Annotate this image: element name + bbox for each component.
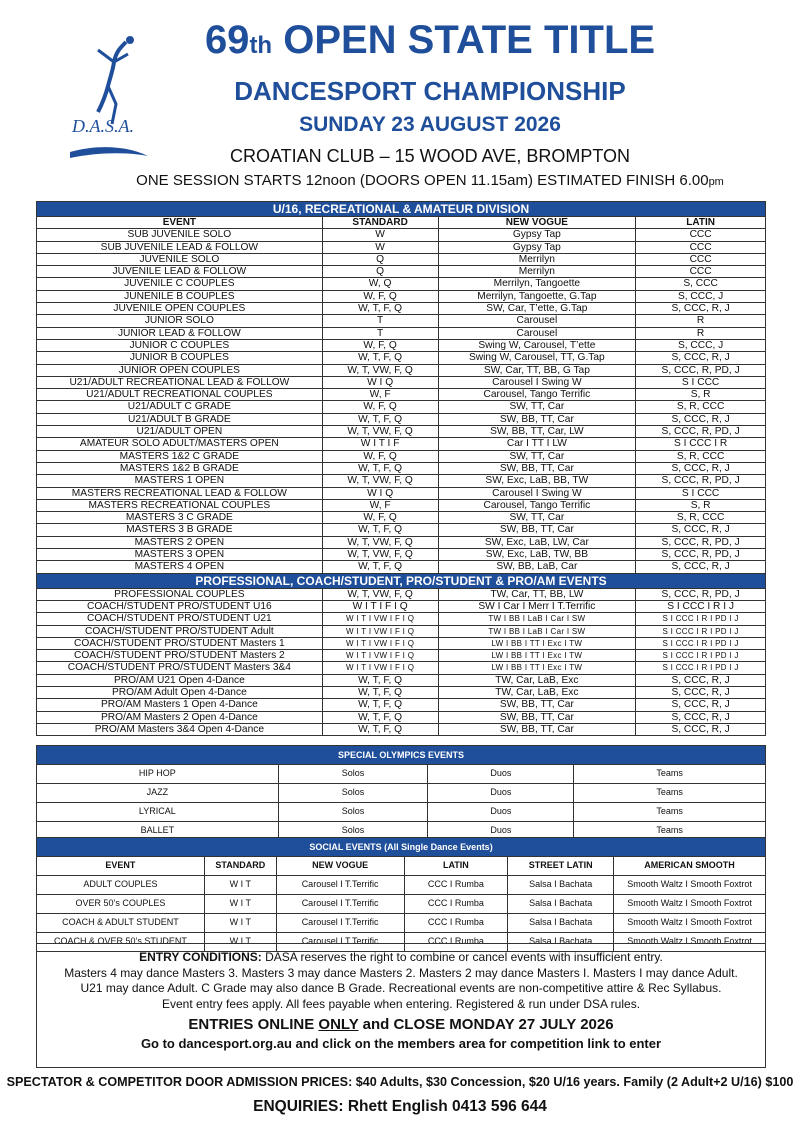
- new-vogue-cell: SW, Car, TT, BB, G Tap: [438, 364, 636, 376]
- table-row: [37, 487, 766, 499]
- event-cell: JUNIOR SOLO: [37, 315, 323, 327]
- enquiries-contact: ENQUIRIES: Rhett English 0413 596 644: [253, 1098, 547, 1115]
- standard-cell: T: [322, 327, 438, 339]
- event-cell: PRO/AM Masters 3&4 Open 4-Dance: [37, 723, 323, 735]
- table-row: [37, 241, 766, 253]
- latin-cell: S, CCC: [636, 278, 766, 290]
- duos-cell: Duos: [428, 765, 574, 784]
- latin-cell: S, CCC, R, J: [636, 723, 766, 735]
- duos-cell: Duos: [428, 803, 574, 822]
- event-cell: PRO/AM Masters 1 Open 4-Dance: [37, 699, 323, 711]
- event-cell: MASTERS 4 OPEN: [37, 561, 323, 573]
- new-vogue-cell: Carousel I T.Terrific: [276, 933, 404, 952]
- new-vogue-cell: SW, BB, TT, Car, LW: [438, 426, 636, 438]
- latin-cell: S, CCC, R, J: [636, 303, 766, 315]
- standard-cell: W, T, F, Q: [322, 561, 438, 573]
- event-cell: COACH/STUDENT PRO/STUDENT U21: [37, 613, 323, 625]
- latin-cell: R: [636, 315, 766, 327]
- duos-cell: Duos: [428, 784, 574, 803]
- table-row: [37, 613, 766, 625]
- event-column-header: EVENT: [37, 217, 323, 229]
- latin-cell: S, CCC, R, PD, J: [636, 536, 766, 548]
- conditions-line-4: Event entry fees apply. All fees payable when entering. Registered & run under DSA rules.: [161, 996, 641, 1011]
- latin-cell: S, CCC, R, J: [636, 462, 766, 474]
- table-row: [37, 637, 766, 649]
- event-cell: COACH/STUDENT PRO/STUDENT Masters 2: [37, 650, 323, 662]
- standard-cell: W, T, VW, F, Q: [322, 588, 438, 600]
- standard-cell: W, T, F, Q: [322, 413, 438, 425]
- entries-close-notice: ENTRIES ONLINE ONLY and CLOSE MONDAY 27 JULY 2026: [188, 1016, 614, 1033]
- table-row: [37, 536, 766, 548]
- event-cell: JUNENILE B COUPLES: [37, 290, 323, 302]
- standard-cell: W, F, Q: [322, 512, 438, 524]
- new-vogue-cell: SW, Exc, LaB, TW, BB: [438, 549, 636, 561]
- social-events-bar-label: SOCIAL EVENTS (All Single Dance Events): [37, 838, 766, 857]
- latin-cell: S, CCC, R, J: [636, 686, 766, 698]
- new-vogue-cell: Swing W, Carousel, TT, G.Tap: [438, 352, 636, 364]
- event-cell: U21/ADULT RECREATIONAL COUPLES: [37, 389, 323, 401]
- table-row: [37, 524, 766, 536]
- standard-cell: W I T: [204, 895, 276, 914]
- conditions-line-3: U21 may dance Adult. C Grade may also dance B Grade. Recreational events are non-competitive attire & Rec Syllabus.: [80, 981, 722, 995]
- solos-cell: Solos: [278, 784, 428, 803]
- table-row: [37, 352, 766, 364]
- table-row: [37, 450, 766, 462]
- special-olympics-bar: [37, 746, 766, 765]
- standard-cell: W I T I VW I F I Q: [322, 625, 438, 637]
- latin-cell: S, CCC, R, J: [636, 413, 766, 425]
- standard-cell: W I T: [204, 876, 276, 895]
- street-latin-cell: Salsa I Bachata: [508, 933, 614, 952]
- u16-section-bar: [37, 202, 766, 217]
- latin-cell: S, CCC, R, PD, J: [636, 588, 766, 600]
- new-vogue-cell: Carousel I Swing W: [438, 376, 636, 388]
- standard-column-header: STANDARD: [322, 217, 438, 229]
- standard-cell: W, Q: [322, 278, 438, 290]
- new-vogue-cell: TW, Car, TT, BB, LW: [438, 588, 636, 600]
- event-cell: PRO/AM Masters 2 Open 4-Dance: [37, 711, 323, 723]
- latin-cell: S, CCC, R, PD, J: [636, 426, 766, 438]
- american-smooth-cell: Smooth Waltz I Smooth Foxtrot: [614, 933, 766, 952]
- table-row: [37, 438, 766, 450]
- standard-cell: W, T, F, Q: [322, 303, 438, 315]
- latin-cell: S I CCC I R I PD I J: [636, 613, 766, 625]
- table-row: [37, 625, 766, 637]
- table-row: [37, 561, 766, 573]
- event-cell: JUVENILE C COUPLES: [37, 278, 323, 290]
- latin-cell: CCC I Rumba: [404, 895, 508, 914]
- standard-column-header: STANDARD: [204, 857, 276, 876]
- session-info: ONE SESSION STARTS 12noon (DOORS OPEN 11.15am) ESTIMATED FINISH 6.00pm: [136, 172, 724, 189]
- new-vogue-cell: SW, BB, TT, Car: [438, 524, 636, 536]
- solos-cell: Solos: [278, 765, 428, 784]
- standard-cell: W I T I F: [322, 438, 438, 450]
- new-vogue-cell: TW, Car, LaB, Exc: [438, 686, 636, 698]
- event-cell: AMATEUR SOLO ADULT/MASTERS OPEN: [37, 438, 323, 450]
- svg-text:D.A.S.A.: D.A.S.A.: [72, 116, 134, 136]
- event-cell: U21/ADULT RECREATIONAL LEAD & FOLLOW: [37, 376, 323, 388]
- table-row: [37, 475, 766, 487]
- table-row: [37, 699, 766, 711]
- table-row: [37, 303, 766, 315]
- u16-section-bar-label: U/16, RECREATIONAL & AMATEUR DIVISION: [37, 202, 766, 217]
- new-vogue-cell: SW, BB, TT, Car: [438, 723, 636, 735]
- event-cell: JUNIOR LEAD & FOLLOW: [37, 327, 323, 339]
- new-vogue-cell: SW, TT, Car: [438, 512, 636, 524]
- event-cell: MASTERS RECREATIONAL COUPLES: [37, 499, 323, 511]
- event-cell: JUNIOR OPEN COUPLES: [37, 364, 323, 376]
- event-date: SUNDAY 23 AUGUST 2026: [299, 113, 561, 136]
- new-vogue-cell: SW, TT, Car: [438, 401, 636, 413]
- american-smooth-cell: Smooth Waltz I Smooth Foxtrot: [614, 876, 766, 895]
- latin-cell: S, R, CCC: [636, 450, 766, 462]
- event-cell: COACH/STUDENT PRO/STUDENT Masters 1: [37, 637, 323, 649]
- standard-cell: W I Q: [322, 487, 438, 499]
- latin-cell: CCC: [636, 229, 766, 241]
- standard-cell: T: [322, 315, 438, 327]
- standard-cell: W I Q: [322, 376, 438, 388]
- latin-cell: S I CCC I R I PD I J: [636, 637, 766, 649]
- event-cell: MASTERS 1 OPEN: [37, 475, 323, 487]
- american-smooth-column-header: AMERICAN SMOOTH: [614, 857, 766, 876]
- standard-cell: W, T, F, Q: [322, 711, 438, 723]
- latin-cell: S I CCC I R I PD I J: [636, 650, 766, 662]
- standard-cell: W, T, F, Q: [322, 723, 438, 735]
- latin-cell: S, CCC, R, PD, J: [636, 549, 766, 561]
- new-vogue-cell: LW I BB I TT I Exc I TW: [438, 650, 636, 662]
- american-smooth-cell: Smooth Waltz I Smooth Foxtrot: [614, 895, 766, 914]
- latin-cell: S, R: [636, 389, 766, 401]
- standard-cell: W I T I VW I F I Q: [322, 662, 438, 674]
- event-column-header: EVENT: [37, 857, 205, 876]
- new-vogue-cell: Swing W, Carousel, T’ette: [438, 339, 636, 351]
- solos-cell: Solos: [278, 822, 428, 841]
- latin-cell: S I CCC I R I PD I J: [636, 625, 766, 637]
- standard-cell: W I T I F I Q: [322, 600, 438, 612]
- table-row: [37, 401, 766, 413]
- street-latin-column-header: STREET LATIN: [508, 857, 614, 876]
- table-row: [37, 253, 766, 265]
- column-header-row: [37, 217, 766, 229]
- event-cell: MASTERS 2 OPEN: [37, 536, 323, 548]
- conditions-line-2: Masters 4 may dance Masters 3. Masters 3 may dance Masters 2. Masters 2 may dance Masters I. Masters I may dance Adult.: [64, 965, 738, 980]
- table-row: [37, 876, 766, 895]
- teams-cell: Teams: [574, 803, 766, 822]
- social-events-bar: [37, 838, 766, 857]
- new-vogue-cell: Carousel: [438, 327, 636, 339]
- table-row: [37, 426, 766, 438]
- style-cell: LYRICAL: [37, 803, 279, 822]
- new-vogue-cell: Carousel I Swing W: [438, 487, 636, 499]
- standard-cell: W I T I VW I F I Q: [322, 613, 438, 625]
- event-subtitle: DANCESPORT CHAMPIONSHIP: [234, 76, 626, 106]
- table-row: [37, 413, 766, 425]
- new-vogue-cell: Gypsy Tap: [438, 229, 636, 241]
- standard-cell: W I T I VW I F I Q: [322, 650, 438, 662]
- event-cell: MASTERS RECREATIONAL LEAD & FOLLOW: [37, 487, 323, 499]
- new-vogue-cell: Carousel, Tango Terrific: [438, 499, 636, 511]
- new-vogue-cell: Carousel I T.Terrific: [276, 914, 404, 933]
- event-title: 69th OPEN STATE TITLE: [204, 18, 656, 62]
- new-vogue-cell: Carousel I T.Terrific: [276, 895, 404, 914]
- new-vogue-cell: Carousel, Tango Terrific: [438, 389, 636, 401]
- teams-cell: Teams: [574, 784, 766, 803]
- new-vogue-cell: SW I Car I Merr I T.Terrific: [438, 600, 636, 612]
- table-row: [37, 662, 766, 674]
- event-cell: MASTERS 3 OPEN: [37, 549, 323, 561]
- table-row: [37, 711, 766, 723]
- street-latin-cell: Salsa I Bachata: [508, 895, 614, 914]
- new-vogue-cell: SW, BB, LaB, Car: [438, 561, 636, 573]
- street-latin-cell: Salsa I Bachata: [508, 914, 614, 933]
- style-cell: BALLET: [37, 822, 279, 841]
- latin-cell: S I CCC I R I J: [636, 600, 766, 612]
- standard-cell: W, F, Q: [322, 339, 438, 351]
- new-vogue-cell: LW I BB I TT I Exc I TW: [438, 637, 636, 649]
- new-vogue-cell: TW I BB I LaB I Car I SW: [438, 613, 636, 625]
- table-row: [37, 588, 766, 600]
- event-venue: CROATIAN CLUB – 15 WOOD AVE, BROMPTON: [229, 146, 631, 166]
- event-cell: COACH/STUDENT PRO/STUDENT Adult: [37, 625, 323, 637]
- new-vogue-cell: Merrilyn: [438, 253, 636, 265]
- table-row: [37, 512, 766, 524]
- new-vogue-cell: Merrilyn: [438, 266, 636, 278]
- event-cell: JUVENILE OPEN COUPLES: [37, 303, 323, 315]
- american-smooth-cell: Smooth Waltz I Smooth Foxtrot: [614, 914, 766, 933]
- special-olympics-table: [36, 745, 766, 841]
- event-cell: JUNIOR B COUPLES: [37, 352, 323, 364]
- latin-column-header: LATIN: [636, 217, 766, 229]
- standard-cell: W, F: [322, 389, 438, 401]
- latin-cell: S, CCC, R, J: [636, 561, 766, 573]
- table-row: [37, 600, 766, 612]
- new-vogue-cell: Carousel I T.Terrific: [276, 876, 404, 895]
- new-vogue-column-header: NEW VOGUE: [276, 857, 404, 876]
- standard-cell: W, T, F, Q: [322, 524, 438, 536]
- event-cell: COACH/STUDENT PRO/STUDENT U16: [37, 600, 323, 612]
- conditions-label: ENTRY CONDITIONS:: [139, 950, 262, 964]
- table-row: [37, 266, 766, 278]
- table-row: [37, 278, 766, 290]
- standard-cell: W, T, VW, F, Q: [322, 426, 438, 438]
- latin-cell: S, CCC, R, PD, J: [636, 364, 766, 376]
- new-vogue-cell: Gypsy Tap: [438, 241, 636, 253]
- style-cell: JAZZ: [37, 784, 279, 803]
- street-latin-cell: Salsa I Bachata: [508, 876, 614, 895]
- standard-cell: W: [322, 229, 438, 241]
- pro-section-bar: [37, 573, 766, 588]
- standard-cell: W, T, F, Q: [322, 674, 438, 686]
- latin-cell: S, CCC, R, J: [636, 674, 766, 686]
- new-vogue-cell: SW, BB, TT, Car: [438, 413, 636, 425]
- standard-cell: W I T I VW I F I Q: [322, 637, 438, 649]
- new-vogue-cell: SW, BB, TT, Car: [438, 699, 636, 711]
- latin-cell: S, CCC, R, J: [636, 699, 766, 711]
- duos-cell: Duos: [428, 822, 574, 841]
- latin-cell: S I CCC: [636, 376, 766, 388]
- latin-cell: CCC I Rumba: [404, 933, 508, 952]
- standard-cell: W, F, Q: [322, 450, 438, 462]
- events-table: [36, 201, 766, 736]
- table-row: [37, 315, 766, 327]
- event-cell: SUB JUVENILE SOLO: [37, 229, 323, 241]
- new-vogue-cell: SW, BB, TT, Car: [438, 462, 636, 474]
- event-cell: U21/ADULT B GRADE: [37, 413, 323, 425]
- new-vogue-cell: SW, Car, T’ette, G.Tap: [438, 303, 636, 315]
- event-cell: COACH/STUDENT PRO/STUDENT Masters 3&4: [37, 662, 323, 674]
- event-cell: PRO/AM Adult Open 4-Dance: [37, 686, 323, 698]
- event-cell: MASTERS 3 B GRADE: [37, 524, 323, 536]
- teams-cell: Teams: [574, 822, 766, 841]
- event-cell: MASTERS 1&2 B GRADE: [37, 462, 323, 474]
- new-vogue-cell: LW I BB I TT I Exc I TW: [438, 662, 636, 674]
- solos-cell: Solos: [278, 803, 428, 822]
- table-row: [37, 674, 766, 686]
- table-row: [37, 462, 766, 474]
- event-cell: JUNIOR C COUPLES: [37, 339, 323, 351]
- table-row: [37, 549, 766, 561]
- standard-cell: Q: [322, 266, 438, 278]
- standard-cell: W, F: [322, 499, 438, 511]
- standard-cell: W, T, VW, F, Q: [322, 364, 438, 376]
- event-cell: U21/ADULT C GRADE: [37, 401, 323, 413]
- new-vogue-cell: SW, Exc, LaB, LW, Car: [438, 536, 636, 548]
- pro-section-bar-label: PROFESSIONAL, COACH/STUDENT, PRO/STUDENT & PRO/AM EVENTS: [37, 573, 766, 588]
- new-vogue-cell: TW, Car, LaB, Exc: [438, 674, 636, 686]
- event-cell: JUVENILE SOLO: [37, 253, 323, 265]
- teams-cell: Teams: [574, 765, 766, 784]
- latin-cell: R: [636, 327, 766, 339]
- latin-cell: S I CCC I R I PD I J: [636, 662, 766, 674]
- standard-cell: W, T, VW, F, Q: [322, 549, 438, 561]
- latin-cell: S I CCC: [636, 487, 766, 499]
- special-olympics-bar-label: SPECIAL OLYMPICS EVENTS: [37, 746, 766, 765]
- event-cell: JUVENILE LEAD & FOLLOW: [37, 266, 323, 278]
- event-cell: PROFESSIONAL COUPLES: [37, 588, 323, 600]
- latin-cell: S, CCC, R, PD, J: [636, 475, 766, 487]
- standard-cell: W I T: [204, 933, 276, 952]
- standard-cell: W, F, Q: [322, 401, 438, 413]
- entry-conditions-box: [36, 943, 766, 1068]
- standard-cell: W: [322, 241, 438, 253]
- latin-column-header: LATIN: [404, 857, 508, 876]
- event-cell: MASTERS 3 C GRADE: [37, 512, 323, 524]
- standard-cell: W, T, VW, F, Q: [322, 475, 438, 487]
- latin-cell: S, CCC, R, J: [636, 524, 766, 536]
- event-cell: PRO/AM U21 Open 4-Dance: [37, 674, 323, 686]
- latin-cell: S, R, CCC: [636, 512, 766, 524]
- new-vogue-cell: Merrilyn, Tangoette, G.Tap: [438, 290, 636, 302]
- table-row: [37, 389, 766, 401]
- table-row: [37, 784, 766, 803]
- latin-cell: S I CCC I R: [636, 438, 766, 450]
- new-vogue-cell: SW, BB, TT, Car: [438, 711, 636, 723]
- latin-cell: S, R, CCC: [636, 401, 766, 413]
- column-header-row: [37, 857, 766, 876]
- latin-cell: CCC: [636, 253, 766, 265]
- standard-cell: W I T: [204, 914, 276, 933]
- table-row: [37, 914, 766, 933]
- latin-cell: S, CCC, J: [636, 290, 766, 302]
- table-row: [37, 686, 766, 698]
- social-events-table: [36, 837, 766, 952]
- event-cell: OVER 50’s COUPLES: [37, 895, 205, 914]
- event-cell: COACH & ADULT STUDENT: [37, 914, 205, 933]
- table-row: [37, 765, 766, 784]
- event-cell: COACH & OVER 50’s STUDENT: [37, 933, 205, 952]
- event-cell: SUB JUVENILE LEAD & FOLLOW: [37, 241, 323, 253]
- new-vogue-column-header: NEW VOGUE: [438, 217, 636, 229]
- table-row: [37, 650, 766, 662]
- new-vogue-cell: SW, TT, Car: [438, 450, 636, 462]
- table-row: [37, 376, 766, 388]
- latin-cell: CCC I Rumba: [404, 876, 508, 895]
- table-row: [37, 339, 766, 351]
- standard-cell: W, T, F, Q: [322, 352, 438, 364]
- table-row: [37, 895, 766, 914]
- standard-cell: W, T, F, Q: [322, 462, 438, 474]
- event-cell: U21/ADULT OPEN: [37, 426, 323, 438]
- latin-cell: S, CCC, J: [636, 339, 766, 351]
- new-vogue-cell: Carousel: [438, 315, 636, 327]
- standard-cell: W, T, F, Q: [322, 699, 438, 711]
- table-row: [37, 327, 766, 339]
- latin-cell: CCC: [636, 241, 766, 253]
- new-vogue-cell: Merrilyn, Tangoette: [438, 278, 636, 290]
- new-vogue-cell: Car I TT I LW: [438, 438, 636, 450]
- latin-cell: S, CCC, R, J: [636, 711, 766, 723]
- admission-prices: SPECTATOR & COMPETITOR DOOR ADMISSION PRICES: $40 Adults, $30 Concession, $20 U/16 years. Family (2 Adult+2 U/16) $100: [6, 1075, 794, 1089]
- table-row: [37, 803, 766, 822]
- table-row: [37, 499, 766, 511]
- table-row: [37, 290, 766, 302]
- style-cell: HIP HOP: [37, 765, 279, 784]
- latin-cell: S, CCC, R, J: [636, 352, 766, 364]
- event-cell: ADULT COUPLES: [37, 876, 205, 895]
- standard-cell: Q: [322, 253, 438, 265]
- table-row: [37, 723, 766, 735]
- latin-cell: S, R: [636, 499, 766, 511]
- latin-cell: CCC I Rumba: [404, 914, 508, 933]
- latin-cell: CCC: [636, 266, 766, 278]
- conditions-line-1: DASA reserves the right to combine or cancel events with insufficient entry.: [261, 950, 663, 964]
- entry-link-instructions: Go to dancesport.org.au and click on the members area for competition link to enter: [140, 1036, 662, 1051]
- table-row: [37, 229, 766, 241]
- standard-cell: W, T, F, Q: [322, 686, 438, 698]
- new-vogue-cell: TW I BB I LaB I Car I SW: [438, 625, 636, 637]
- standard-cell: W, T, VW, F, Q: [322, 536, 438, 548]
- table-row: [37, 364, 766, 376]
- new-vogue-cell: SW, Exc, LaB, BB, TW: [438, 475, 636, 487]
- standard-cell: W, F, Q: [322, 290, 438, 302]
- event-cell: MASTERS 1&2 C GRADE: [37, 450, 323, 462]
